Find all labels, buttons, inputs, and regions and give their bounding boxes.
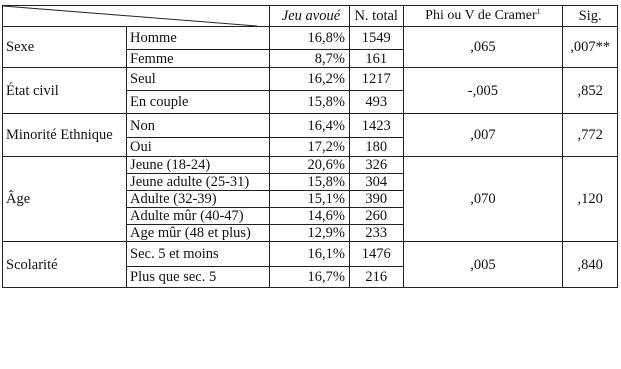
category-label: Femme xyxy=(127,50,270,68)
pct-value: 15,8% xyxy=(270,174,350,191)
variable-label: Scolarité xyxy=(3,242,127,288)
corner-diagonal-cell xyxy=(3,6,270,27)
variable-label: Sexe xyxy=(3,27,127,68)
category-label: Sec. 5 et moins xyxy=(127,242,270,267)
n-value: 260 xyxy=(349,208,403,225)
n-value: 1423 xyxy=(349,114,403,138)
crosstab-table xyxy=(2,5,618,288)
pct-value: 20,6% xyxy=(270,157,350,174)
pct-value: 8,7% xyxy=(270,50,350,68)
header-phi xyxy=(403,6,563,27)
phi-value: ,005 xyxy=(403,242,563,288)
header-n-total: N. total xyxy=(349,6,403,27)
pct-value: 14,6% xyxy=(270,208,350,225)
table-row xyxy=(3,242,618,267)
sig-value: ,852 xyxy=(563,68,618,114)
n-value: 180 xyxy=(349,138,403,157)
pct-value: 16,2% xyxy=(270,68,350,91)
pct-value: 12,9% xyxy=(270,225,350,242)
category-label: Adulte mûr (40-47) xyxy=(127,208,270,225)
table-row xyxy=(3,68,618,91)
n-value: 161 xyxy=(349,50,403,68)
pct-value: 16,4% xyxy=(270,114,350,138)
header-phi-footnote: 1 xyxy=(536,7,541,16)
n-value: 216 xyxy=(349,267,403,288)
category-label: Oui xyxy=(127,138,270,157)
category-label: Adulte (32-39) xyxy=(127,191,270,208)
phi-value: ,070 xyxy=(403,157,563,242)
phi-value: -,005 xyxy=(403,68,563,114)
header-pct: Jeu avoué xyxy=(270,6,350,27)
header-sig: Sig. xyxy=(563,6,618,27)
pct-value: 15,8% xyxy=(270,91,350,114)
category-label: Seul xyxy=(127,68,270,91)
variable-label: État civil xyxy=(3,68,127,114)
pct-value: 16,8% xyxy=(270,27,350,50)
variable-label: Minorité Ethnique xyxy=(3,114,127,157)
n-value: 304 xyxy=(349,174,403,191)
category-label: Age mûr (48 et plus) xyxy=(127,225,270,242)
table-row xyxy=(3,27,618,50)
sig-value: ,120 xyxy=(563,157,618,242)
category-label: En couple xyxy=(127,91,270,114)
n-value: 390 xyxy=(349,191,403,208)
crosstab-sheet xyxy=(2,5,618,366)
header-phi-label: Phi ou V de Cramer xyxy=(425,8,537,23)
n-value: 1217 xyxy=(349,68,403,91)
sig-value: ,007** xyxy=(563,27,618,68)
pct-value: 16,1% xyxy=(270,242,350,267)
pct-value: 16,7% xyxy=(270,267,350,288)
category-label: Jeune adulte (25-31) xyxy=(127,174,270,191)
phi-value: ,065 xyxy=(403,27,563,68)
phi-value: ,007 xyxy=(403,114,563,157)
pct-value: 15,1% xyxy=(270,191,350,208)
category-label: Jeune (18-24) xyxy=(127,157,270,174)
table-row xyxy=(3,157,618,174)
category-label: Plus que sec. 5 xyxy=(127,267,270,288)
n-value: 493 xyxy=(349,91,403,114)
sig-value: ,772 xyxy=(563,114,618,157)
n-value: 326 xyxy=(349,157,403,174)
header-row xyxy=(3,6,618,27)
sig-value: ,840 xyxy=(563,242,618,288)
pct-value: 17,2% xyxy=(270,138,350,157)
n-value: 233 xyxy=(349,225,403,242)
variable-label: Âge xyxy=(3,157,127,242)
table-row xyxy=(3,114,618,138)
n-value: 1549 xyxy=(349,27,403,50)
n-value: 1476 xyxy=(349,242,403,267)
category-label: Homme xyxy=(127,27,270,50)
diagonal-line xyxy=(3,6,257,26)
category-label: Non xyxy=(127,114,270,138)
